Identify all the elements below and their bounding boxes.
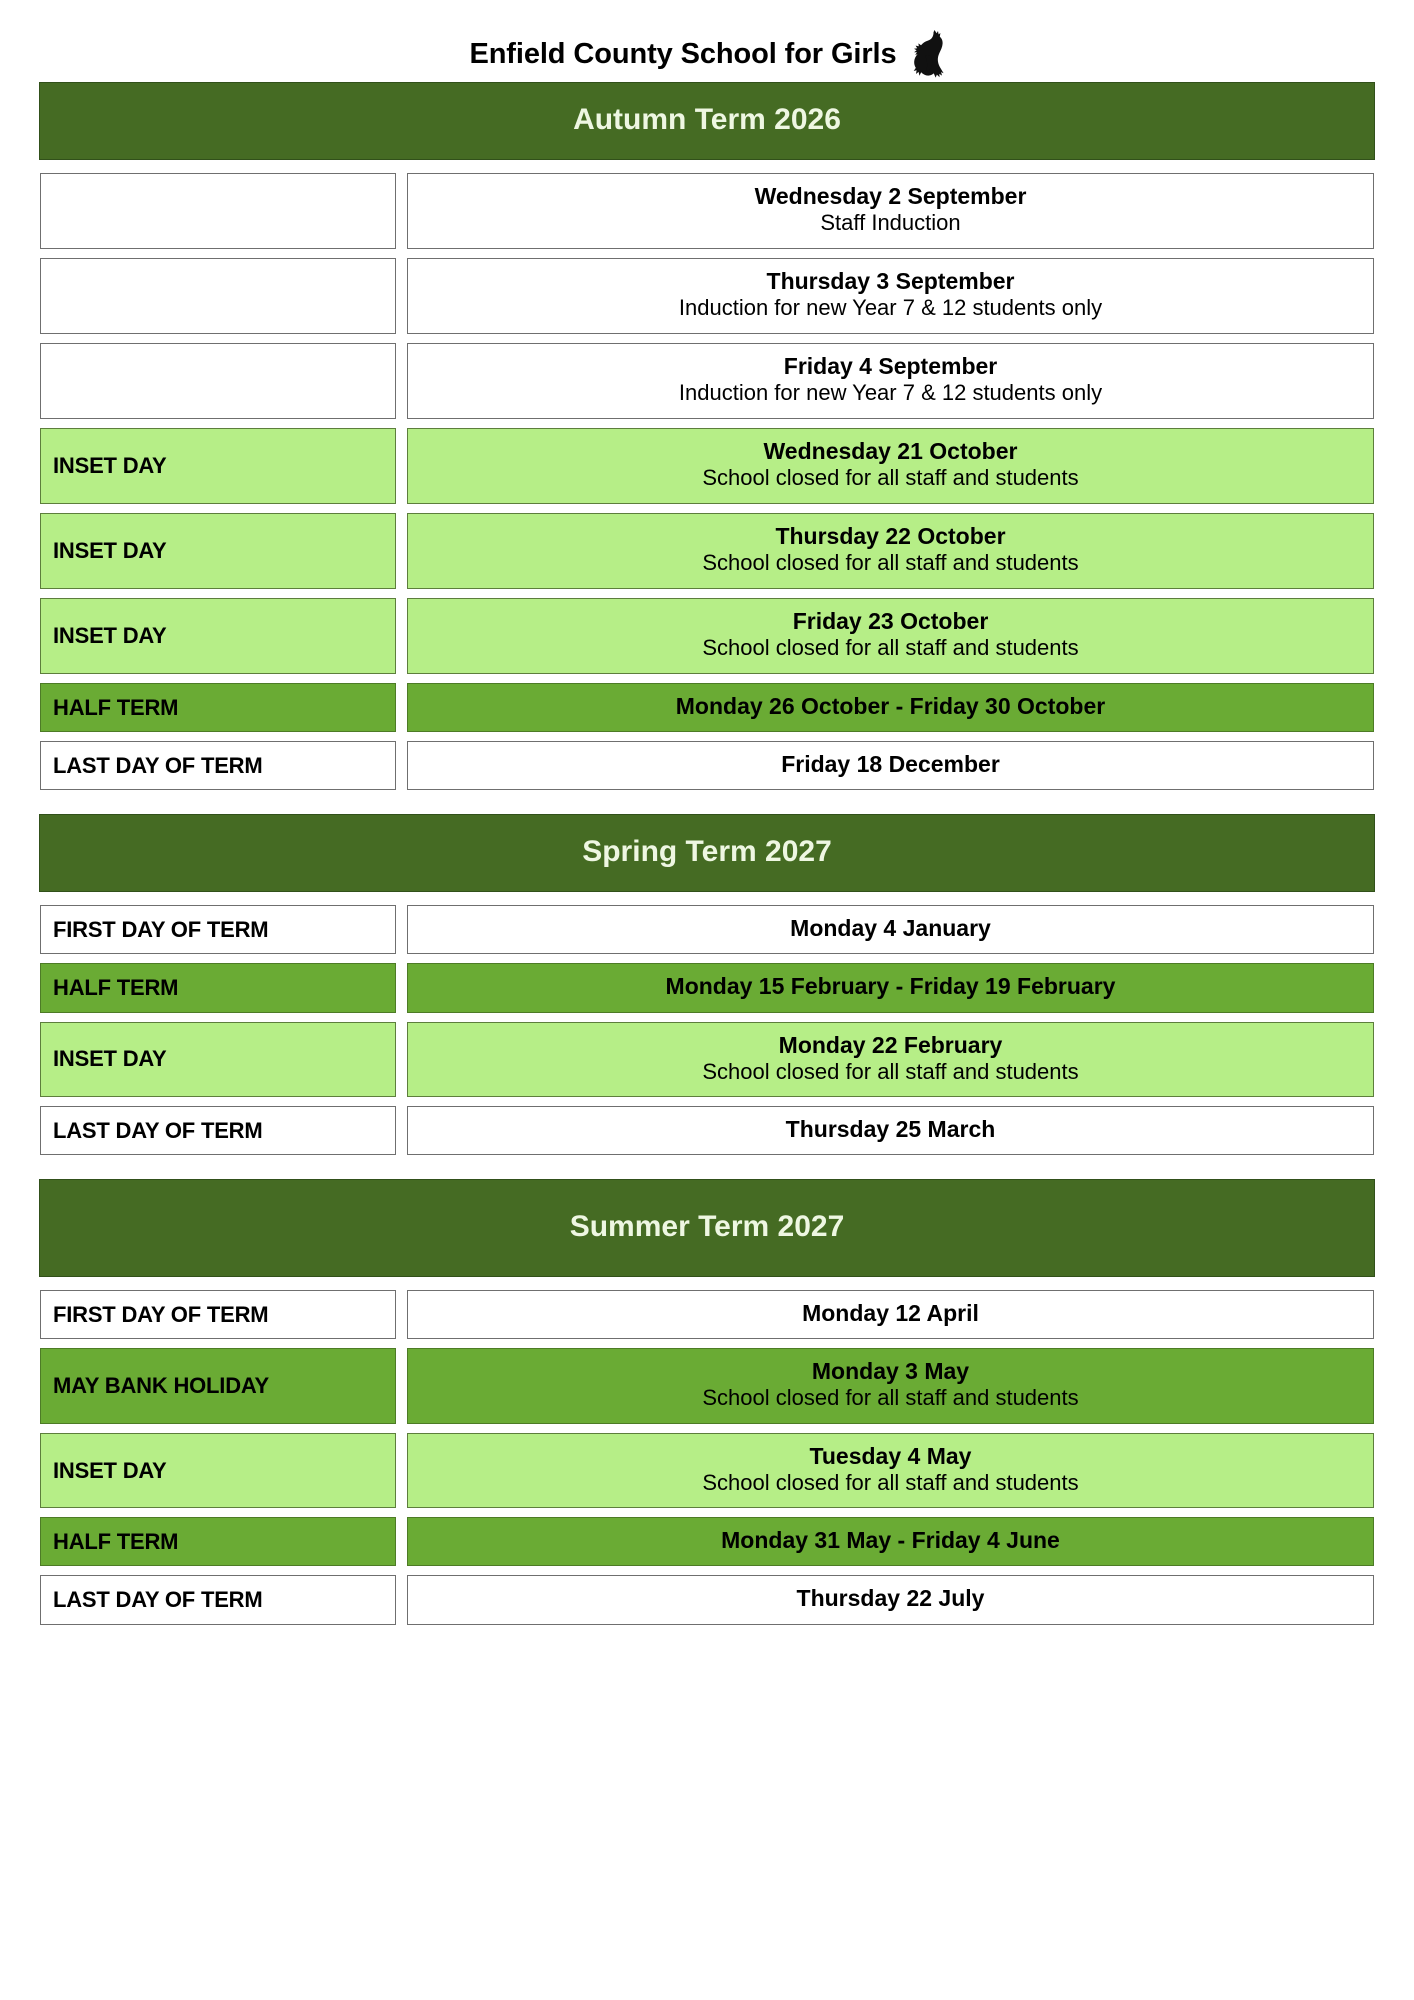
row-detail-cell [407,1575,1374,1624]
page-header [0,0,1414,82]
table-row [39,904,1375,962]
row-date-text: Monday 22 February [778,1031,1003,1058]
row-date-text: Friday 4 September [783,353,998,380]
row-date-text: Wednesday 21 October [763,438,1018,465]
column-gap [396,1022,407,1098]
row-label-cell [40,1022,396,1098]
row-date-text: Monday 31 May - Friday 4 June [721,1527,1060,1554]
calendar-row [40,1575,1374,1624]
row-label-cell-empty [40,343,396,419]
band-spacer [39,160,1375,172]
column-gap [396,683,407,732]
row-note-text: School closed for all staff and students [702,1058,1079,1084]
calendar-row [40,1290,1374,1339]
column-gap [396,1433,407,1509]
column-gap [396,428,407,504]
column-gap [396,1290,407,1339]
table-row [39,597,1375,682]
column-gap [396,1575,407,1624]
row-date-text: Thursday 22 October [775,523,1006,550]
row-label-text: LAST DAY OF TERM [53,752,263,778]
row-date-text: Thursday 25 March [785,1116,996,1143]
row-date-text: Wednesday 2 September [754,183,1027,210]
calendar-row [40,1517,1374,1566]
row-label-cell [40,1517,396,1566]
heraldic-beast-crest-icon [911,28,945,80]
row-label-text: FIRST DAY OF TERM [53,1301,269,1327]
calendar-row [40,343,1374,419]
term-heading: Spring Term 2027 [39,814,1375,892]
row-label-cell-empty [40,173,396,249]
calendar-row [40,741,1374,790]
row-detail-cell [407,905,1374,954]
row-label-text: INSET DAY [53,453,167,478]
calendar-row [40,905,1374,954]
row-detail-cell [407,258,1374,334]
row-detail-cell [407,1106,1374,1155]
row-label-cell [40,683,396,732]
table-row [39,172,1375,257]
row-label-cell-empty [40,258,396,334]
row-date-text: Monday 3 May [811,1358,970,1385]
table-row [39,962,1375,1020]
row-label-cell [40,513,396,589]
row-label-text: FIRST DAY OF TERM [53,916,269,942]
table-row [39,1347,1375,1432]
calendar-row [40,1022,1374,1098]
row-label-text: HALF TERM [53,694,179,720]
calendar-row [40,963,1374,1012]
row-detail-cell [407,1022,1374,1098]
row-label-cell [40,905,396,954]
row-detail-cell [407,1348,1374,1424]
row-note-text: Induction for new Year 7 & 12 students only [678,295,1103,321]
row-detail-cell [407,1290,1374,1339]
calendar-row [40,513,1374,589]
table-row [39,1574,1375,1632]
row-date-text: Monday 12 April [802,1300,979,1327]
row-detail-cell [407,598,1374,674]
row-note-text: School closed for all staff and students [702,1469,1079,1495]
column-gap [396,741,407,790]
row-label-text: MAY BANK HOLIDAY [53,1373,270,1399]
row-label-cell [40,1348,396,1424]
column-gap [396,173,407,249]
table-row [39,1432,1375,1517]
row-note-text: School closed for all staff and students [702,550,1079,576]
band-spacer [39,1163,1375,1179]
row-label-text: LAST DAY OF TERM [53,1117,263,1143]
row-note-text: School closed for all staff and students [702,465,1079,491]
row-date-text: Monday 26 October - Friday 30 October [675,693,1106,719]
table-row [39,427,1375,512]
table-row [39,257,1375,342]
band-spacer [39,798,1375,814]
row-date-text: Thursday 3 September [766,268,1015,295]
row-date-text: Thursday 22 July [796,1585,985,1612]
row-label-text: INSET DAY [53,538,167,563]
term-heading: Summer Term 2027 [39,1179,1375,1277]
column-gap [396,258,407,334]
table-row [39,682,1375,740]
row-label-cell [40,1575,396,1624]
row-note-text: Staff Induction [820,210,961,236]
row-label-text: INSET DAY [53,1046,167,1072]
row-date-text: Monday 4 January [790,915,991,942]
column-gap [396,1517,407,1566]
row-note-text: Induction for new Year 7 & 12 students only [678,380,1103,406]
row-label-cell [40,1106,396,1155]
table-row [39,342,1375,427]
row-detail-cell [407,741,1374,790]
row-label-cell [40,963,396,1012]
term-heading: Autumn Term 2026 [39,82,1375,160]
term-dates-table [39,82,1375,1633]
row-label-cell [40,598,396,674]
table-row [39,740,1375,798]
calendar-row [40,683,1374,732]
column-gap [396,598,407,674]
calendar-row [40,1348,1374,1424]
calendar-row [40,1106,1374,1155]
column-gap [396,1348,407,1424]
row-date-text: Tuesday 4 May [809,1442,972,1469]
row-detail-cell [407,343,1374,419]
table-row [39,1516,1375,1574]
column-gap [396,963,407,1012]
calendar-row [40,173,1374,249]
calendar-row [40,1433,1374,1509]
row-detail-cell [407,963,1374,1012]
column-gap [396,513,407,589]
calendar-row [40,428,1374,504]
calendar-row [40,258,1374,334]
row-label-cell [40,741,396,790]
row-label-cell [40,1433,396,1509]
row-detail-cell [407,683,1374,732]
column-gap [396,905,407,954]
table-row [39,512,1375,597]
row-label-text: LAST DAY OF TERM [53,1586,263,1612]
row-date-text: Friday 23 October [792,608,989,635]
band-spacer [39,892,1375,904]
column-gap [396,1106,407,1155]
row-label-text: INSET DAY [53,623,167,648]
table-row [39,1021,1375,1106]
row-date-text: Friday 18 December [781,751,1000,778]
row-label-text: INSET DAY [53,1457,167,1483]
row-label-text: HALF TERM [53,974,179,1000]
table-row [39,1289,1375,1347]
row-label-cell [40,428,396,504]
page-title: Enfield County School for Girls [469,37,897,70]
row-detail-cell [407,1517,1374,1566]
row-detail-cell [407,428,1374,504]
calendar-row [40,598,1374,674]
row-detail-cell [407,513,1374,589]
row-label-text: HALF TERM [53,1528,179,1554]
band-spacer [39,1277,1375,1289]
row-detail-cell [407,173,1374,249]
row-note-text: School closed for all staff and students [702,635,1079,661]
row-date-text: Monday 15 February - Friday 19 February [665,973,1116,1000]
row-label-cell [40,1290,396,1339]
column-gap [396,343,407,419]
table-row [39,1105,1375,1163]
row-detail-cell [407,1433,1374,1509]
row-note-text: School closed for all staff and students [702,1385,1079,1411]
